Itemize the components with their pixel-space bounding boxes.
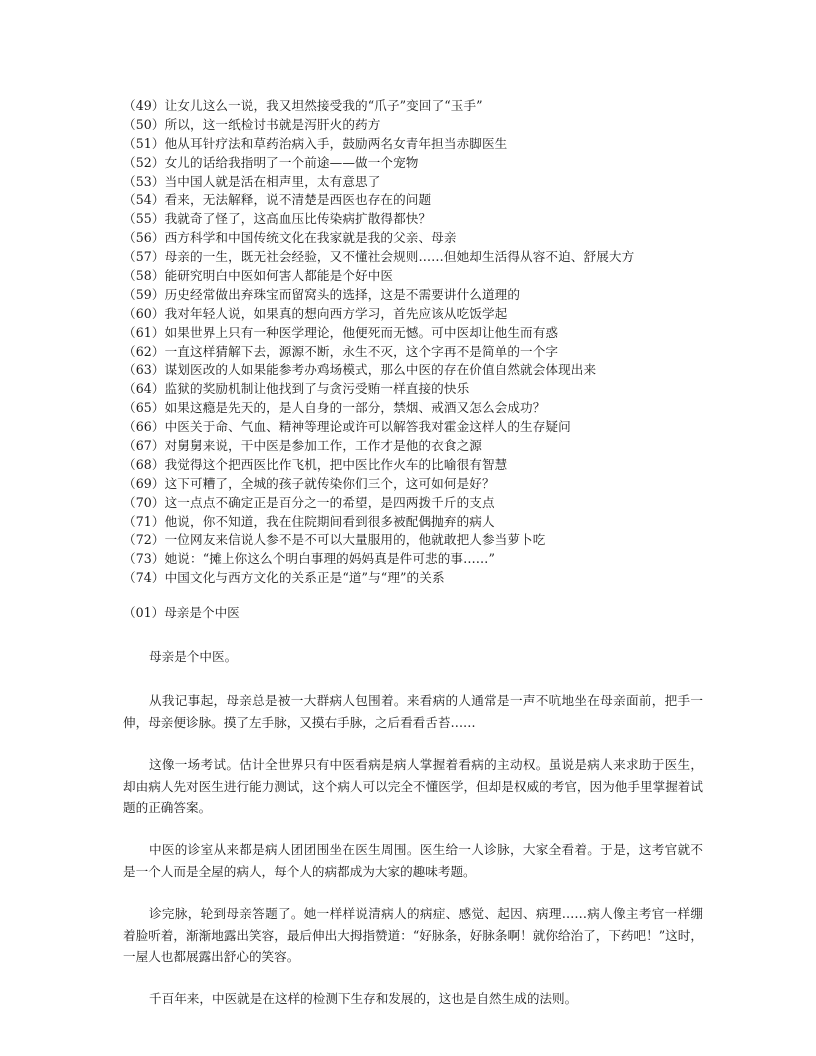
toc-entry-58: （58）能研究明白中医如何害人都能是个好中医: [123, 268, 394, 284]
toc-entry-61: （61）如果世界上只有一种医学理论，他便死而无憾。可中医却让他生而有惑: [123, 324, 559, 340]
toc-entry-72: （72）一位网友来信说人参不是不可以大量服用的，他就敢把人参当萝卜吃: [123, 532, 546, 548]
toc-entry-60: （60）我对年轻人说，如果真的想向西方学习，首先应该从吃饭学起: [123, 305, 508, 321]
toc-entry-69: （69）这下可糟了，全城的孩子就传染你们三个，这可如何是好？: [123, 475, 495, 491]
chapter-paragraph: 母亲是个中医。: [149, 648, 238, 664]
toc-entry-51: （51）他从耳针疗法和草药治病入手，鼓励两名女青年担当赤脚医生: [123, 135, 508, 151]
toc-entry-56: （56）西方科学和中国传统文化在我家就是我的父亲、母亲: [123, 230, 457, 246]
chapter-paragraph: 中医的诊室从来都是病人团团围坐在医生周围。医生给一人诊脉，大家全看着。于是，这考官就不是一个人而是全屋的病人，每个人的病都成为大家的趣味考题。: [123, 842, 703, 879]
toc-entry-49: （49）让女儿这么一说，我又坦然接受我的“爪子”变回了“玉手”: [123, 98, 483, 113]
toc-entry-54: （54）看来，无法解释，说不清楚是西医也存在的问题: [123, 192, 432, 208]
toc-entry-68: （68）我觉得这个把西医比作飞机，把中医比作火车的比喻很有智慧: [123, 456, 508, 472]
toc-entry-57: （57）母亲的一生，既无社会经验，又不懂社会规则……但她却生活得从容不迫、舒展大方: [123, 249, 635, 265]
chapter-heading: （01）母亲是个中医: [123, 605, 240, 620]
toc-entry-55: （55）我就奇了怪了，这高血压比传染病扩散得都快？: [123, 211, 432, 227]
chapter-paragraph: 千百年来，中医就是在这样的检测下生存和发展的，这也是自然生成的法则。: [149, 991, 578, 1007]
toc-entry-52: （52）女儿的话给我指明了一个前途——做一个宠物: [123, 154, 419, 170]
toc-entry-63: （63）谋划医改的人如果能参考办鸡场模式，那么中医的存在价值自然就会体现出来: [123, 362, 597, 378]
toc-entry-67: （67）对舅舅来说，干中医是参加工作，工作才是他的衣食之源: [123, 438, 482, 454]
toc-entry-74: （74）中国文化与西方文化的关系正是“道”与“理”的关系: [123, 570, 445, 586]
chapter-paragraph: 从我记事起，母亲总是被一大群病人包围着。来看病的人通常是一声不吭地坐在母亲面前，把手一伸，母亲便诊脉。摸了左手脉，又摸右手脉，之后看看舌苔……: [123, 693, 703, 730]
toc-entry-73: （73）她说：“摊上你这么个明白事理的妈妈真是件可悲的事……”: [123, 551, 496, 567]
toc-entry-65: （65）如果这瘾是先天的，是人自身的一部分，禁烟、戒酒又怎么会成功？: [123, 400, 546, 416]
toc-entry-71: （71）他说，你不知道，我在住院期间看到很多被配偶抛弃的病人: [123, 513, 495, 529]
toc-entry-53: （53）当中国人就是活在相声里，太有意思了: [123, 173, 381, 189]
toc-entry-59: （59）历史经常做出弃珠宝而留窝头的选择，这是不需要讲什么道理的: [123, 286, 521, 302]
chapter-paragraph: 这像一场考试。估计全世界只有中医看病是病人掌握着看病的主动权。虽说是病人来求助于医生，却由病人先对医生进行能力测试，这个病人可以完全不懂医学，但却是权威的考官，因为他手里掌握着试题的正确答案。: [123, 757, 703, 815]
table-of-contents: [123, 97, 703, 588]
toc-entry-66: （66）中医关于命、气血、精神等理论或许可以解答我对霍金这样人的生存疑问: [123, 419, 571, 435]
toc-entry-62: （62）一直这样猜解下去，源源不断，永生不灭，这个字再不是简单的一个字: [123, 343, 559, 359]
toc-entry-70: （70）这一点点不确定正是百分之一的希望，是四两拨千斤的支点: [123, 494, 495, 510]
chapter-paragraph: 诊完脉，轮到母亲答题了。她一样样说清病人的病症、感觉、起因、病理……病人像主考官一样绷着脸听着，渐渐地露出笑容，最后伸出大拇指赞道：“好脉条，好脉条啊！就你给治了，下药吧！”这时，一屋人也都展露出舒心的笑容。: [123, 906, 703, 964]
toc-entry-50: （50）所以，这一纸检讨书就是泻肝火的药方: [123, 116, 381, 132]
chapter-section: [123, 604, 703, 1010]
toc-entry-64: （64）监狱的奖励机制让他找到了与贪污受贿一样直接的快乐: [123, 381, 470, 397]
